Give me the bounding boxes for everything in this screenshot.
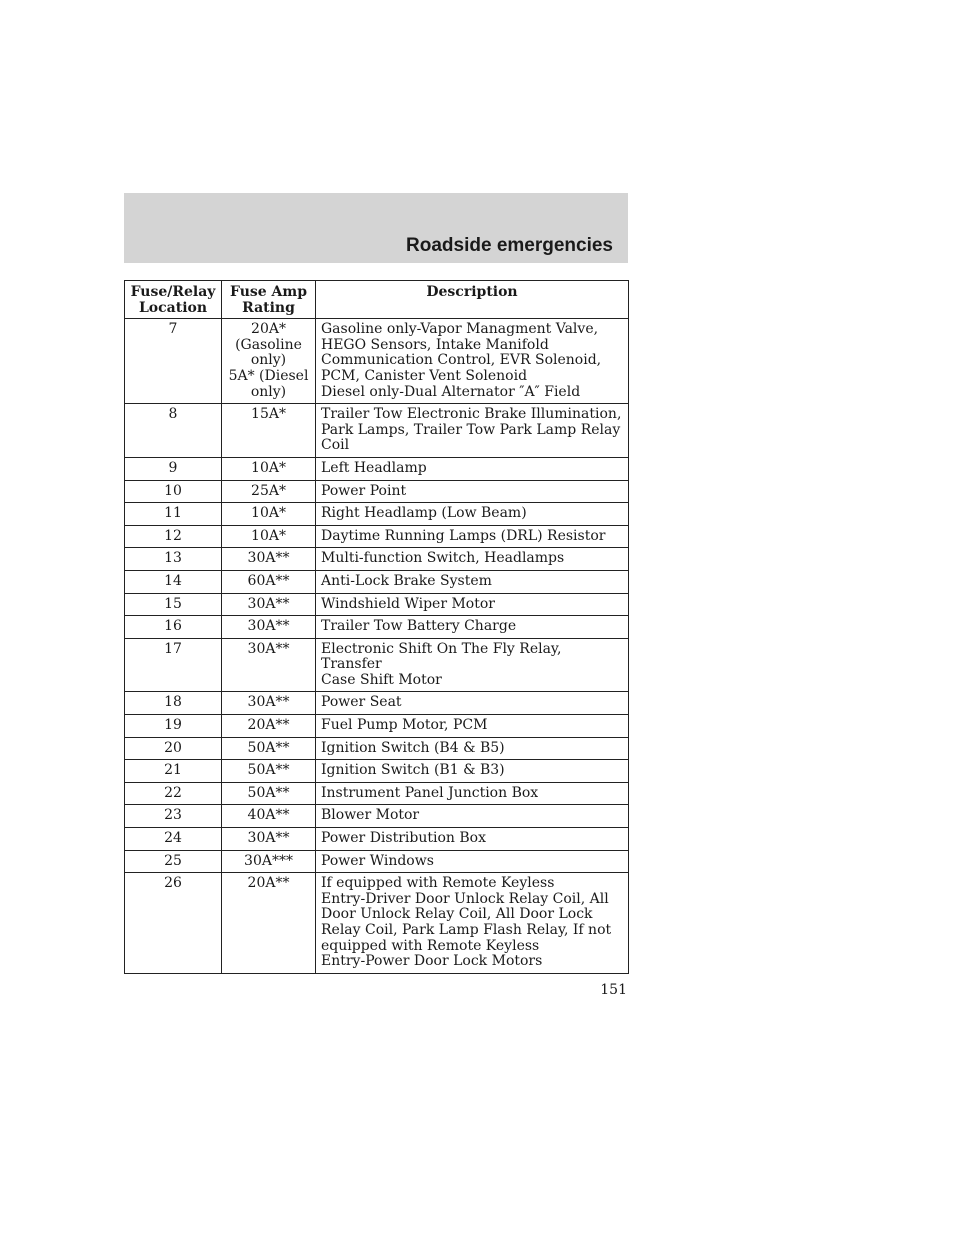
cell-location: 20 bbox=[125, 737, 222, 760]
cell-rating-line: 20A** bbox=[247, 717, 290, 734]
column-header-rating bbox=[222, 281, 316, 319]
cell-rating bbox=[222, 828, 316, 851]
cell-rating-line: 15A* bbox=[251, 406, 286, 423]
cell-location: 9 bbox=[125, 457, 222, 480]
cell-description-line: Trailer Tow Battery Charge bbox=[321, 618, 517, 635]
cell-location: 7 bbox=[125, 319, 222, 404]
cell-description bbox=[316, 525, 629, 548]
cell-description-line: Entry-Driver Door Unlock Relay Coil, All bbox=[321, 890, 609, 907]
cell-location: 25 bbox=[125, 850, 222, 873]
fuse-relay-table bbox=[124, 280, 629, 974]
cell-description bbox=[316, 593, 629, 616]
table-header-row bbox=[125, 281, 629, 319]
cell-description-line: Left Headlamp bbox=[321, 459, 427, 476]
table-row bbox=[125, 503, 629, 526]
cell-description bbox=[316, 850, 629, 873]
cell-description-line: Fuel Pump Motor, PCM bbox=[321, 717, 488, 734]
cell-location: 8 bbox=[125, 404, 222, 458]
cell-rating-line: 10A* bbox=[251, 505, 286, 522]
cell-rating-line: 20A** bbox=[247, 875, 290, 892]
cell-rating-line: 40A** bbox=[247, 807, 290, 824]
column-header-rating-line: Fuse Amp bbox=[230, 284, 307, 300]
cell-rating bbox=[222, 873, 316, 974]
cell-description-line: Power Windows bbox=[321, 852, 434, 869]
cell-description-line: Power Point bbox=[321, 482, 407, 499]
table-row bbox=[125, 480, 629, 503]
cell-description-line: Instrument Panel Junction Box bbox=[321, 784, 539, 801]
cell-rating bbox=[222, 782, 316, 805]
cell-description-line: Multi-function Switch, Headlamps bbox=[321, 550, 565, 567]
cell-description bbox=[316, 782, 629, 805]
cell-rating bbox=[222, 760, 316, 783]
cell-rating-line: 20A* bbox=[251, 321, 286, 338]
cell-rating-line: 60A** bbox=[247, 572, 290, 589]
cell-rating-line: 5A* (Diesel bbox=[228, 367, 309, 384]
cell-rating bbox=[222, 503, 316, 526]
cell-description bbox=[316, 692, 629, 715]
cell-rating bbox=[222, 548, 316, 571]
cell-description-line: Blower Motor bbox=[321, 807, 420, 824]
cell-rating bbox=[222, 692, 316, 715]
cell-description-line: Communication Control, EVR Solenoid, bbox=[321, 352, 602, 369]
cell-description bbox=[316, 715, 629, 738]
cell-rating bbox=[222, 616, 316, 639]
cell-rating-line: only) bbox=[250, 383, 287, 400]
table-row bbox=[125, 828, 629, 851]
column-header-description: Description bbox=[316, 281, 629, 319]
table-row bbox=[125, 593, 629, 616]
table-row bbox=[125, 715, 629, 738]
cell-description-line: Case Shift Motor bbox=[321, 671, 442, 688]
cell-description-line: Coil bbox=[321, 437, 350, 454]
cell-description-line: Relay Coil, Park Lamp Flash Relay, If not bbox=[321, 922, 612, 938]
cell-description bbox=[316, 760, 629, 783]
cell-location: 26 bbox=[125, 873, 222, 974]
section-title: Roadside emergencies bbox=[406, 235, 613, 256]
table-row bbox=[125, 548, 629, 571]
cell-description bbox=[316, 503, 629, 526]
column-header-location-line: Location bbox=[138, 299, 208, 316]
cell-description-line: Anti-Lock Brake System bbox=[321, 572, 492, 589]
cell-description bbox=[316, 616, 629, 639]
table-row bbox=[125, 638, 629, 692]
cell-rating bbox=[222, 404, 316, 458]
cell-location: 24 bbox=[125, 828, 222, 851]
section-header-band bbox=[124, 193, 628, 263]
table-body bbox=[125, 319, 629, 974]
cell-rating bbox=[222, 319, 316, 404]
table-row bbox=[125, 692, 629, 715]
table-row bbox=[125, 760, 629, 783]
cell-description-line: Gasoline only-Vapor Managment Valve, bbox=[321, 321, 599, 338]
cell-description-line: Entry-Power Door Lock Motors bbox=[321, 953, 543, 970]
cell-location: 18 bbox=[125, 692, 222, 715]
table-row bbox=[125, 525, 629, 548]
cell-description bbox=[316, 319, 629, 404]
table-row bbox=[125, 782, 629, 805]
cell-location: 23 bbox=[125, 805, 222, 828]
cell-description-line: PCM, Canister Vent Solenoid bbox=[321, 367, 528, 384]
cell-rating-line: 30A*** bbox=[244, 852, 293, 869]
cell-rating bbox=[222, 737, 316, 760]
cell-location: 15 bbox=[125, 593, 222, 616]
cell-rating-line: 30A** bbox=[247, 550, 290, 567]
cell-description bbox=[316, 737, 629, 760]
cell-description-line: Windshield Wiper Motor bbox=[321, 595, 495, 612]
table-row bbox=[125, 873, 629, 974]
table-row bbox=[125, 737, 629, 760]
cell-description bbox=[316, 805, 629, 828]
cell-description-line: equipped with Remote Keyless bbox=[321, 937, 540, 954]
column-header-rating-line: Rating bbox=[242, 299, 295, 316]
cell-description-line: HEGO Sensors, Intake Manifold bbox=[321, 336, 549, 353]
cell-description-line: Diesel only-Dual Alternator ″A″ Field bbox=[321, 383, 581, 400]
cell-rating-line: 30A** bbox=[247, 694, 290, 711]
table-row bbox=[125, 616, 629, 639]
cell-description-line: Ignition Switch (B4 & B5) bbox=[321, 739, 505, 756]
cell-description-line: Daytime Running Lamps (DRL) Resistor bbox=[321, 527, 606, 544]
cell-rating-line: 50A** bbox=[247, 762, 290, 779]
cell-rating bbox=[222, 593, 316, 616]
column-header-location bbox=[125, 281, 222, 319]
cell-description-line: Right Headlamp (Low Beam) bbox=[321, 505, 527, 522]
cell-rating-line: 30A** bbox=[247, 595, 290, 612]
table-row bbox=[125, 805, 629, 828]
cell-description-line: Ignition Switch (B1 & B3) bbox=[321, 762, 505, 779]
cell-description-line: Power Distribution Box bbox=[321, 830, 486, 847]
cell-description-line: Trailer Tow Electronic Brake Illumination, bbox=[321, 406, 622, 423]
cell-rating-line: 10A* bbox=[251, 459, 286, 476]
cell-rating-line: 10A* bbox=[251, 527, 286, 544]
cell-rating bbox=[222, 457, 316, 480]
cell-description bbox=[316, 404, 629, 458]
cell-rating-line: 25A* bbox=[251, 482, 286, 499]
cell-location: 14 bbox=[125, 570, 222, 593]
cell-description-line: Power Seat bbox=[321, 694, 402, 711]
cell-rating bbox=[222, 638, 316, 692]
cell-description bbox=[316, 828, 629, 851]
cell-location: 12 bbox=[125, 525, 222, 548]
cell-description bbox=[316, 570, 629, 593]
cell-location: 10 bbox=[125, 480, 222, 503]
cell-rating bbox=[222, 850, 316, 873]
cell-rating-line: 30A** bbox=[247, 830, 290, 847]
table-row bbox=[125, 457, 629, 480]
table-row bbox=[125, 850, 629, 873]
cell-location: 13 bbox=[125, 548, 222, 571]
table-row bbox=[125, 404, 629, 458]
cell-description-line: If equipped with Remote Keyless bbox=[321, 875, 555, 892]
cell-location: 21 bbox=[125, 760, 222, 783]
cell-location: 17 bbox=[125, 638, 222, 692]
cell-rating bbox=[222, 715, 316, 738]
cell-location: 11 bbox=[125, 503, 222, 526]
cell-description bbox=[316, 548, 629, 571]
cell-rating-line: 30A** bbox=[247, 640, 290, 657]
cell-rating-line: (Gasoline bbox=[235, 336, 302, 353]
cell-location: 19 bbox=[125, 715, 222, 738]
cell-rating-line: only) bbox=[250, 352, 287, 369]
column-header-location-line: Fuse/Relay bbox=[130, 284, 216, 300]
table-row bbox=[125, 319, 629, 404]
cell-description-line: Park Lamps, Trailer Tow Park Lamp Relay bbox=[321, 421, 621, 438]
cell-description bbox=[316, 480, 629, 503]
cell-location: 16 bbox=[125, 616, 222, 639]
cell-rating-line: 50A** bbox=[247, 784, 290, 801]
cell-description bbox=[316, 873, 629, 974]
cell-rating bbox=[222, 525, 316, 548]
cell-location: 22 bbox=[125, 782, 222, 805]
cell-description-line: Door Unlock Relay Coil, All Door Lock bbox=[321, 906, 593, 923]
cell-rating-line: 50A** bbox=[247, 739, 290, 756]
cell-rating bbox=[222, 570, 316, 593]
cell-description bbox=[316, 457, 629, 480]
cell-description-line: Electronic Shift On The Fly Relay, Transfer bbox=[321, 640, 562, 673]
cell-rating bbox=[222, 805, 316, 828]
page-number: 151 bbox=[600, 982, 627, 998]
cell-description bbox=[316, 638, 629, 692]
cell-rating bbox=[222, 480, 316, 503]
table-row bbox=[125, 570, 629, 593]
cell-rating-line: 30A** bbox=[247, 618, 290, 635]
